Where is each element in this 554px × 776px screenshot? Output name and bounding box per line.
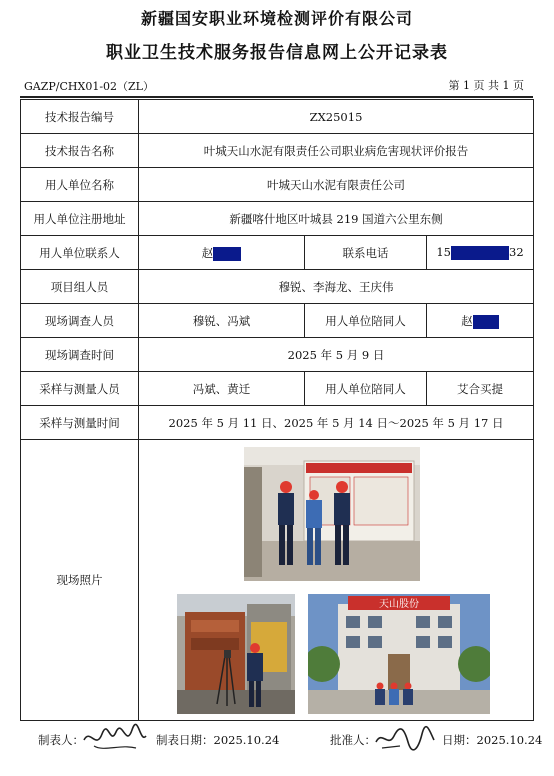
field-label: 用人单位陪同人: [305, 304, 427, 338]
employer-name: 叶城天山水泥有限责任公司: [139, 168, 534, 202]
contact-visible: 赵: [201, 245, 214, 260]
site-photo-group: [244, 447, 420, 581]
field-label: 项目组人员: [21, 270, 139, 304]
field-label: 现场调查人员: [21, 304, 139, 338]
site-photo-building: [308, 594, 490, 714]
table-row: [21, 202, 534, 236]
contact-person: [139, 236, 305, 270]
table-row: [21, 270, 534, 304]
site-photo-equipment: [177, 594, 295, 714]
table-row: [21, 406, 534, 440]
redaction-block: [451, 246, 509, 260]
field-label: 联系电话: [305, 236, 427, 270]
report-name: 叶城天山水泥有限责任公司职业病危害现状评价报告: [139, 134, 534, 168]
table-row: [21, 236, 534, 270]
preparer-signature: [80, 722, 148, 758]
approver-signature: [372, 722, 436, 758]
company-title: 新疆国安职业环境检测评价有限公司: [140, 9, 413, 28]
phone-suffix: 32: [509, 245, 524, 259]
escort-person-2: 艾合买提: [427, 372, 534, 406]
preparation-date: 制表日期：2025.10.24: [156, 733, 280, 747]
page-info: 第 1 页 共 1 页: [448, 79, 524, 92]
approval-date: 日期：2025.10.24: [442, 733, 543, 747]
table-row: [21, 168, 534, 202]
redaction-block: [473, 315, 499, 329]
contact-phone: [427, 236, 534, 270]
field-label: 现场调查时间: [21, 338, 139, 372]
field-label: 技术报告编号: [21, 100, 139, 134]
photo-cell: [139, 440, 534, 721]
approver-label: 批准人：: [330, 733, 376, 747]
survey-staff: 穆锐、冯斌: [139, 304, 305, 338]
field-label: 用人单位名称: [21, 168, 139, 202]
table-row: [21, 440, 534, 721]
project-team: 穆锐、李海龙、王庆伟: [139, 270, 534, 304]
document-number: GAZP/CHX01-02（ZL）: [24, 80, 154, 93]
photo-area: [139, 441, 533, 719]
document-title: 职业卫生技术服务报告信息网上公开记录表: [106, 43, 448, 63]
field-label: 采样与测量人员: [21, 372, 139, 406]
escort-visible: 赵: [461, 313, 473, 328]
field-label: 用人单位联系人: [21, 236, 139, 270]
field-label: 用人单位陪同人: [305, 372, 427, 406]
table-row: [21, 338, 534, 372]
report-number: ZX25015: [139, 100, 534, 134]
building-sign-text: 天山股份: [379, 599, 419, 610]
record-table: [20, 99, 534, 721]
header-rule: [20, 96, 533, 98]
preparer-label: 制表人：: [38, 733, 84, 747]
field-label: 现场照片: [21, 440, 139, 721]
redaction-block: [213, 247, 241, 261]
sampling-time: 2025 年 5 月 11 日、2025 年 5 月 14 日～2025 年 5 月 17 日: [139, 406, 534, 440]
table-row: [21, 304, 534, 338]
field-label: 用人单位注册地址: [21, 202, 139, 236]
escort-person: [427, 304, 534, 338]
table-row: [21, 100, 534, 134]
employer-address: 新疆喀什地区叶城县 219 国道六公里东侧: [139, 202, 534, 236]
phone-prefix: 15: [436, 245, 451, 259]
field-label: 采样与测量时间: [21, 406, 139, 440]
sampling-staff: 冯斌、黄迁: [139, 372, 305, 406]
field-label: 技术报告名称: [21, 134, 139, 168]
table-row: [21, 134, 534, 168]
survey-time: 2025 年 5 月 9 日: [139, 338, 534, 372]
table-row: [21, 372, 534, 406]
